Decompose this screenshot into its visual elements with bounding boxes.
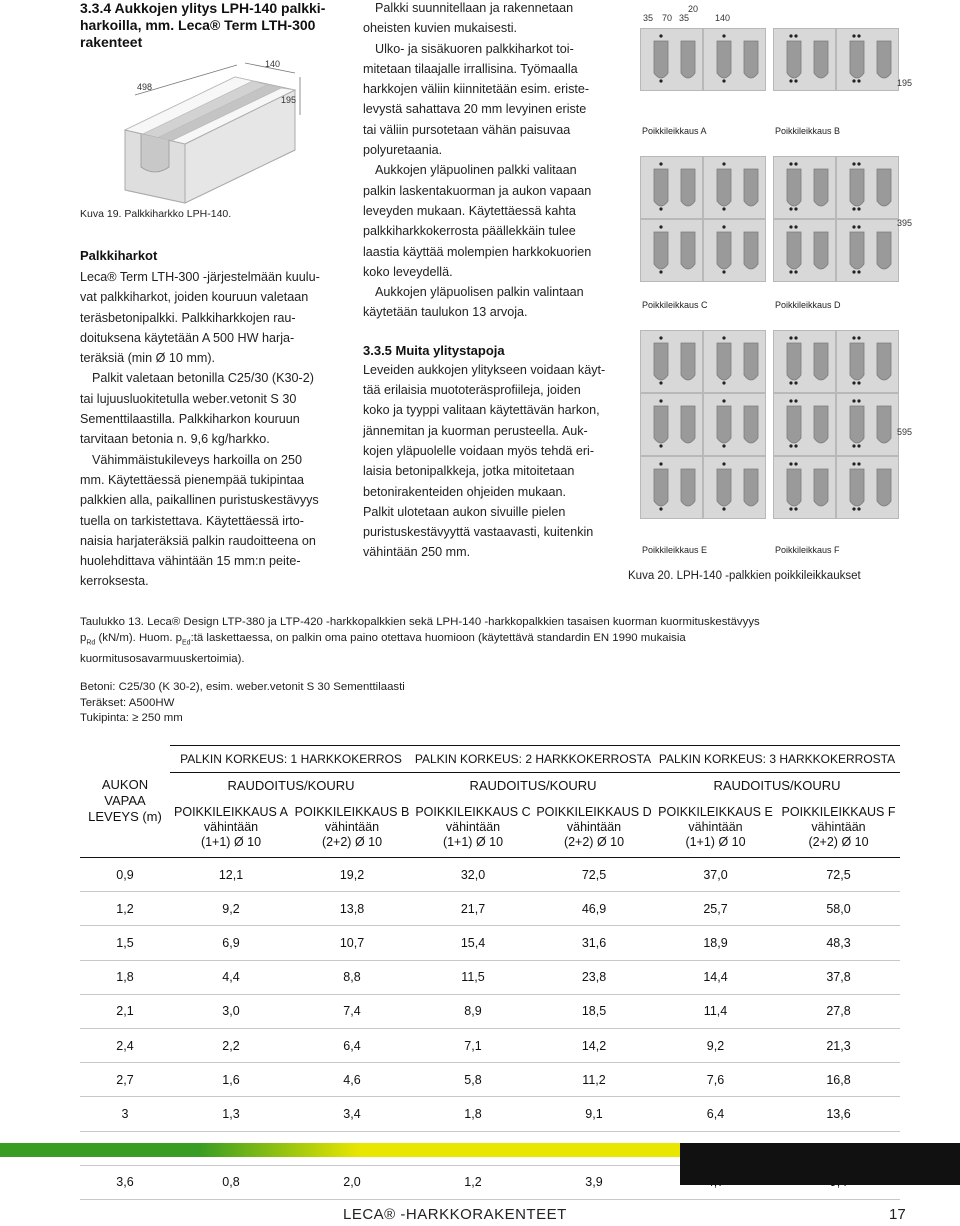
cross-section-tile — [703, 393, 766, 456]
col-a-bars: (1+1) Ø 10 — [200, 834, 262, 849]
left-p3-line: huolehdittava vähintään 15 mm:n peite- — [80, 554, 301, 569]
left-p1-line: teräksiä (min Ø 10 mm). — [80, 351, 216, 366]
mid-p3-line: palkkiharkkokerrosta päällekkäin tulee — [363, 224, 576, 239]
load-value-cell: 7,4 — [292, 994, 412, 1028]
load-value-cell: 48,3 — [777, 926, 900, 960]
section-title-line1: 3.3.4 Aukkojen ylitys LPH-140 palkki- — [80, 0, 326, 16]
load-value-cell: 13,8 — [292, 892, 412, 926]
load-value-cell: 21,7 — [412, 892, 534, 926]
figure-19-caption: Kuva 19. Palkkiharkko LPH-140. — [80, 208, 232, 220]
mid-p5-line: laisia betonipalkkeja, jotka mitoitetaan — [363, 464, 575, 479]
cross-section-tile — [640, 28, 703, 91]
mid-p5-line: Palkit ulotetaan aukon sivuille pielen — [363, 504, 566, 519]
mid-p5-line: vähintään 250 mm. — [363, 545, 471, 560]
load-value-cell: 16,8 — [777, 1063, 900, 1097]
ed-subscript: Ed — [182, 639, 191, 647]
load-value-cell: 1,2 — [412, 1165, 534, 1199]
dim-35-left: 35 — [643, 13, 654, 23]
mid-p3-line: laastia käyttää molempien harkkokuorien — [363, 244, 592, 259]
col-a-min: vähintään — [203, 819, 259, 834]
load-value-cell: 4,6 — [292, 1063, 412, 1097]
load-value-cell: 31,6 — [534, 926, 654, 960]
col-d-min: vähintään — [566, 819, 622, 834]
section-label-f: Poikkileikkaus F — [775, 545, 840, 555]
left-p3-line: kerroksesta. — [80, 574, 149, 589]
middle-column-text — [363, 0, 625, 563]
section-label-c: Poikkileikkaus C — [642, 300, 708, 310]
dim-140: 140 — [715, 13, 731, 23]
col-b-min: vähintään — [324, 819, 380, 834]
table-row — [80, 1028, 900, 1062]
load-value-cell: 7,1 — [412, 1028, 534, 1062]
figure-20-cross-sections — [640, 0, 920, 590]
cross-section-tile — [703, 330, 766, 393]
col-e-bars: (1+1) Ø 10 — [685, 834, 746, 849]
mid-p2-line: Ulko- ja sisäkuoren palkkiharkot toi- — [375, 41, 574, 56]
group-header-3: PALKIN KORKEUS: 3 HARKKOKERROSTA — [654, 746, 900, 773]
col-c-name: POIKKILEIKKAUS C — [415, 804, 531, 819]
span-width-cell: 0,9 — [80, 858, 170, 892]
cross-section-tile — [640, 393, 703, 456]
reinf-label: RAUDOITUS/KOURU — [713, 777, 841, 793]
table-row — [80, 858, 900, 892]
section-label-b: Poikkileikkaus B — [775, 126, 841, 136]
load-value-cell: 3,0 — [170, 994, 292, 1028]
dim-498: 498 — [137, 82, 153, 92]
dim-35-right: 35 — [679, 13, 690, 23]
load-value-cell: 58,0 — [777, 892, 900, 926]
caption-text-b: (kN/m). Huom. p — [95, 632, 183, 644]
row-header-line2: VAPAA — [104, 793, 146, 809]
mid-p2-line: harkkojen väliin kiinnitetään esim. eriste- — [363, 82, 590, 97]
left-p2-line: tarvitaan betonia n. 9,6 kg/harkko. — [80, 432, 270, 447]
load-value-cell: 37,8 — [777, 960, 900, 994]
col-header-e — [654, 797, 777, 858]
cross-section-tile — [836, 219, 899, 282]
mid-p4-line: Aukkojen yläpuolisen palkin valintaan — [375, 285, 584, 300]
span-width-cell: 1,2 — [80, 892, 170, 926]
table-row — [80, 1097, 900, 1131]
mid-p5-line: kojen yläpuolelle voidaan myös tehdä eri- — [363, 443, 595, 458]
table-row — [80, 926, 900, 960]
table-13-notes — [80, 680, 405, 727]
cross-section-tile — [703, 156, 766, 219]
cross-section-tile — [773, 28, 836, 91]
cross-section-tile — [836, 28, 899, 91]
cross-section-tile — [773, 330, 836, 393]
left-p1-line: doituksena käytetään A 500 HW harja- — [80, 330, 295, 345]
col-header-c — [412, 797, 534, 858]
load-value-cell: 14,2 — [534, 1028, 654, 1062]
caption-text-c: :tä laskettaessa, on palkin oma paino otettava huomioon (käytettävä standardin EN 1990 mukaisia — [190, 632, 686, 644]
load-value-cell: 8,8 — [292, 960, 412, 994]
muita-ylitystapoja-heading: 3.3.5 Muita ylitystapoja — [363, 342, 505, 358]
load-value-cell: 23,8 — [534, 960, 654, 994]
left-p1-line: teräsbetonipalkki. Palkkiharkkojen rau- — [80, 310, 296, 325]
table-row — [80, 960, 900, 994]
cross-section-tile — [773, 456, 836, 519]
height-195: 195 — [897, 78, 913, 88]
table-caption-line2 — [80, 630, 900, 651]
mid-p5-line: Leveiden aukkojen ylitykseen voidaan käyt- — [363, 362, 606, 377]
load-value-cell: 72,5 — [777, 858, 900, 892]
left-p3-line: Vähimmäistukileveys harkoilla on 250 — [92, 452, 302, 467]
col-f-bars: (2+2) Ø 10 — [808, 834, 869, 849]
col-f-name: POIKKILEIKKAUS F — [781, 804, 896, 819]
reinf-label: RAUDOITUS/KOURU — [227, 777, 355, 793]
mid-p3-line: palkin laskentakuorman ja aukon vapaan — [363, 183, 592, 198]
mid-p3-line: leveyden mukaan. Käytettäessä kahta — [363, 203, 576, 218]
load-value-cell: 12,1 — [170, 858, 292, 892]
cross-section-tile — [640, 219, 703, 282]
mid-p5-line: betonirakenteiden ohjeiden mukaan. — [363, 484, 567, 499]
col-b-name: POIKKILEIKKAUS B — [294, 804, 410, 819]
footer-bar-gradient — [200, 1143, 360, 1157]
cross-section-tile — [836, 393, 899, 456]
mid-p2-line: tai väliin pursotetaan vähän paisuvaa — [363, 122, 571, 137]
note-support: Tukipinta: ≥ 250 mm — [80, 712, 183, 724]
dim-70: 70 — [662, 13, 673, 23]
mid-p1-line: oheisten kuvien mukaisesti. — [363, 21, 518, 36]
load-value-cell: 4,4 — [170, 960, 292, 994]
dim-195: 195 — [281, 95, 297, 105]
table-caption-line1: Taulukko 13. Leca® Design LTP-380 ja LTP-420 -harkkopalkkien sekä LPH-140 -harkkopalkkien tasaisen kuorman kuormituskestävyys — [80, 616, 760, 628]
mid-p2-line: mitetaan tilaajalle irrallisina. Työmaalla — [363, 61, 578, 76]
left-p3-line: mm. Käytettäessä pienempää tukipintaa — [80, 472, 305, 487]
span-width-cell: 2,1 — [80, 994, 170, 1028]
section-title — [80, 0, 350, 51]
col-c-bars: (1+1) Ø 10 — [442, 834, 504, 849]
load-value-cell: 3,4 — [292, 1097, 412, 1131]
load-value-cell: 72,5 — [534, 858, 654, 892]
cross-section-tile — [773, 219, 836, 282]
load-value-cell: 6,4 — [654, 1097, 777, 1131]
load-value-cell: 21,3 — [777, 1028, 900, 1062]
load-value-cell: 15,4 — [412, 926, 534, 960]
col-header-d — [534, 797, 654, 858]
left-p3-line: palkkien alla, paikallinen puristuskestävyys — [80, 493, 319, 508]
cross-section-tile — [703, 456, 766, 519]
cross-section-tile — [773, 393, 836, 456]
mid-p4-line: käytetään taulukon 13 arvoja. — [363, 305, 528, 320]
load-value-cell: 2,2 — [170, 1028, 292, 1062]
load-value-cell: 27,8 — [777, 994, 900, 1028]
load-value-cell: 3,9 — [534, 1165, 654, 1199]
load-value-cell: 0,8 — [170, 1165, 292, 1199]
load-value-cell: 32,0 — [412, 858, 534, 892]
load-value-cell: 6,4 — [292, 1028, 412, 1062]
reinf-label: RAUDOITUS/KOURU — [469, 777, 597, 793]
table-row — [80, 994, 900, 1028]
col-header-b — [292, 797, 412, 858]
load-value-cell: 14,4 — [654, 960, 777, 994]
height-595: 595 — [897, 427, 913, 437]
figure-19-beam-block — [95, 55, 325, 205]
mid-p5-line: tää erilaisia muototeräsprofiileja, joiden — [363, 383, 581, 398]
cross-section-tile — [836, 456, 899, 519]
cross-section-tile — [703, 28, 766, 91]
load-value-cell: 10,7 — [292, 926, 412, 960]
palkkiharkot-heading: Palkkiharkot — [80, 248, 158, 263]
load-value-cell: 7,6 — [654, 1063, 777, 1097]
section-label-a: Poikkileikkaus A — [642, 126, 707, 136]
col-f-min: vähintään — [811, 819, 866, 834]
page-number: 17 — [889, 1206, 906, 1223]
group-header-2: PALKIN KORKEUS: 2 HARKKOKERROSTA — [412, 746, 654, 773]
left-p1-line: Leca® Term LTH-300 -järjestelmään kuulu- — [80, 270, 320, 284]
mid-p2-line: polyuretaania. — [363, 143, 443, 158]
section-label-e: Poikkileikkaus E — [642, 545, 708, 555]
table-caption-line3: kuormitusosavarmuuskertoimia). — [80, 653, 245, 666]
rd-subscript: Rd — [86, 639, 96, 647]
mid-p2-line: levystä sahattava 20 mm levyinen eriste — [363, 102, 587, 117]
load-value-cell: 11,2 — [534, 1063, 654, 1097]
note-concrete: Betoni: C25/30 (K 30-2), esim. weber.vetonit S 30 Sementtilaasti — [80, 681, 405, 693]
mid-p5-line: jännemitan ja kuorman perusteella. Auk- — [363, 423, 588, 438]
span-width-cell: 1,5 — [80, 926, 170, 960]
footer-color-bar — [0, 1143, 960, 1185]
footer-brand: LECA® -HARKKORAKENTEET — [343, 1206, 567, 1223]
load-value-cell: 46,9 — [534, 892, 654, 926]
dim-140: 140 — [265, 59, 281, 69]
cross-section-tile — [773, 156, 836, 219]
section-title-line3: rakenteet — [80, 34, 143, 50]
load-value-cell: 37,0 — [654, 858, 777, 892]
mid-p3-line: koko leveydellä. — [363, 264, 453, 279]
col-b-bars: (2+2) Ø 10 — [321, 834, 383, 849]
load-capacity-table — [80, 745, 900, 1200]
left-p2-line: Sementtilaastilla. Palkkiharkon kouruun — [80, 412, 300, 427]
row-header-line3: LEVEYS (m) — [88, 809, 162, 825]
load-value-cell: 18,9 — [654, 926, 777, 960]
col-header-f — [777, 797, 900, 858]
cross-section-tile — [836, 330, 899, 393]
footer-bar-black — [680, 1143, 960, 1185]
cross-section-tile — [836, 156, 899, 219]
mid-p5-line: koko ja tyyppi valitaan käytettävän harkon, — [363, 403, 600, 418]
left-p2-line: Palkit valetaan betonilla C25/30 (K30-2) — [92, 371, 314, 386]
load-value-cell: 13,6 — [777, 1097, 900, 1131]
mid-p5-line: puristuskestävyyttä vastaavasti, kuitenkin — [363, 525, 594, 540]
table-13-caption — [80, 614, 900, 667]
load-value-cell: 1,8 — [412, 1097, 534, 1131]
figure-20-caption: Kuva 20. LPH-140 -palkkien poikkileikkaukset — [628, 570, 861, 582]
section-title-line2: harkoilla, mm. Leca® Term LTH-300 — [80, 17, 316, 33]
load-value-cell: 11,4 — [654, 994, 777, 1028]
mid-p1-line: Palkki suunnitellaan ja rakennetaan — [375, 1, 574, 15]
row-header-cell — [80, 746, 170, 858]
table-column-header-row — [80, 797, 900, 858]
load-value-cell: 9,2 — [170, 892, 292, 926]
span-width-cell: 2,4 — [80, 1028, 170, 1062]
load-value-cell: 19,2 — [292, 858, 412, 892]
table-header-group-row — [80, 746, 900, 773]
table-row — [80, 1063, 900, 1097]
span-width-cell: 3 — [80, 1097, 170, 1131]
left-p3-line: tuella on tarkistettava. Käytettäessä irto- — [80, 513, 305, 528]
mid-p3-line: Aukkojen yläpuolinen palkki valitaan — [375, 163, 577, 178]
span-width-cell: 1,8 — [80, 960, 170, 994]
col-a-name: POIKKILEIKKAUS A — [174, 804, 288, 819]
col-header-a — [170, 797, 292, 858]
dim-20: 20 — [688, 4, 699, 14]
col-e-min: vähintään — [688, 819, 743, 834]
load-value-cell: 9,1 — [534, 1097, 654, 1131]
table-reinf-row — [80, 773, 900, 798]
load-value-cell: 18,5 — [534, 994, 654, 1028]
load-value-cell: 8,9 — [412, 994, 534, 1028]
left-p3-line: naisia harjateräksiä palkin raudoitteena on — [80, 533, 316, 548]
table-row — [80, 892, 900, 926]
cross-section-tile — [640, 456, 703, 519]
col-d-bars: (2+2) Ø 10 — [563, 834, 625, 849]
height-395: 395 — [897, 218, 913, 228]
span-width-cell: 3,6 — [80, 1165, 170, 1199]
cross-section-tile — [640, 156, 703, 219]
section-label-d: Poikkileikkaus D — [775, 300, 841, 310]
col-e-name: POIKKILEIKKAUS E — [658, 804, 773, 819]
load-value-cell: 25,7 — [654, 892, 777, 926]
load-value-cell: 9,2 — [654, 1028, 777, 1062]
load-value-cell: 2,0 — [292, 1165, 412, 1199]
left-p2-line: tai lujuusluokitetulla weber.vetonit S 30 — [80, 391, 297, 406]
cross-section-tile — [703, 219, 766, 282]
cross-section-tile — [640, 330, 703, 393]
beam-block-drawing — [95, 55, 325, 205]
p-symbol: p — [80, 632, 87, 644]
load-value-cell: 5,8 — [412, 1063, 534, 1097]
group-header-1: PALKIN KORKEUS: 1 HARKKOKERROS — [170, 746, 412, 773]
row-header-line1: AUKON — [101, 777, 149, 793]
span-width-cell: 2,7 — [80, 1063, 170, 1097]
col-c-min: vähintään — [445, 819, 501, 834]
load-value-cell: 6,9 — [170, 926, 292, 960]
load-value-cell: 1,6 — [170, 1063, 292, 1097]
left-column-text — [80, 247, 350, 592]
left-p1-line: vat palkkiharkot, joiden kouruun valetaan — [80, 290, 309, 305]
load-value-cell: 1,3 — [170, 1097, 292, 1131]
note-steel: Teräkset: A500HW — [80, 696, 175, 709]
load-value-cell: 11,5 — [412, 960, 534, 994]
col-d-name: POIKKILEIKKAUS D — [536, 804, 652, 819]
